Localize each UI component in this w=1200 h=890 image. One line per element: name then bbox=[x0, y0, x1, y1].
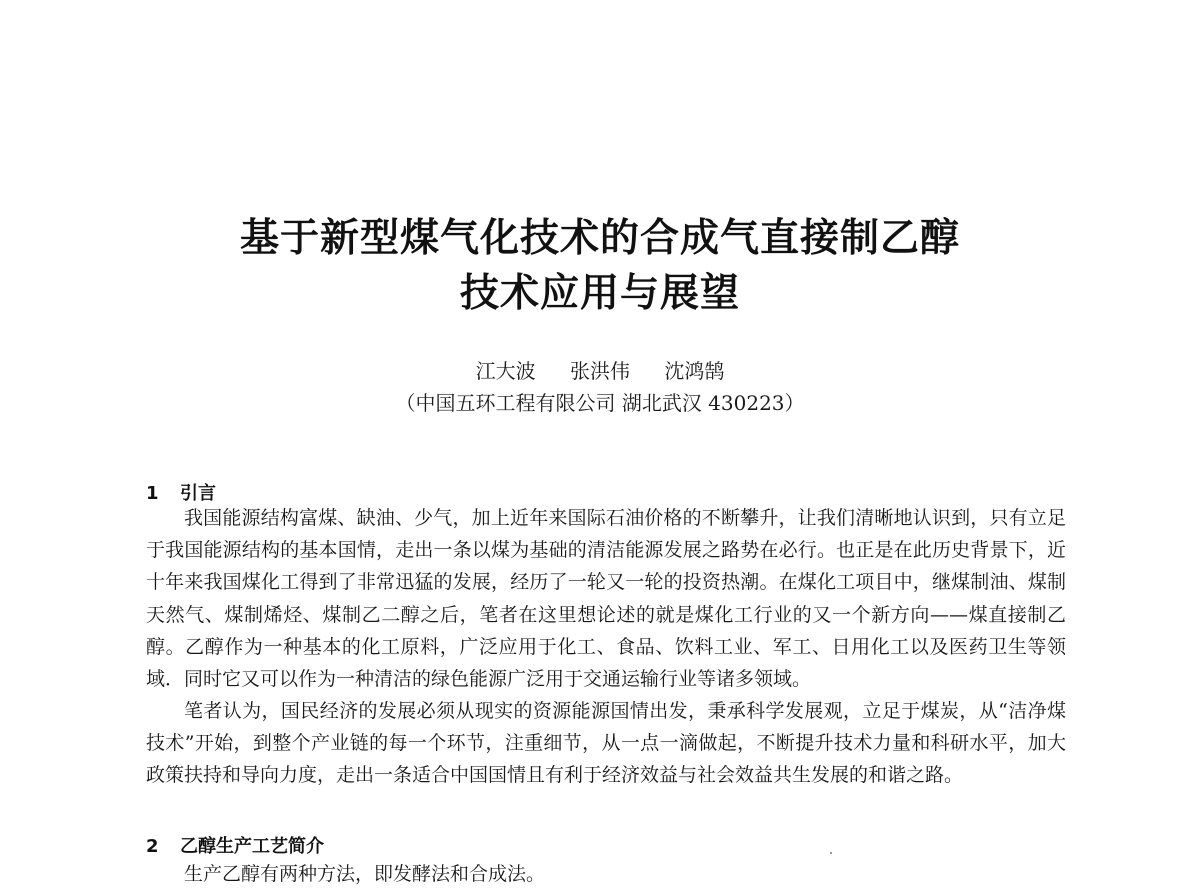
section-title: 乙醇生产工艺简介 bbox=[180, 836, 324, 857]
section-number: 2 bbox=[146, 836, 159, 857]
paper-title-line-2: 技术应用与展望 bbox=[459, 271, 740, 316]
paragraph-text: 我国能源结构富煤、缺油、少气，加上近年来国际石油价格的不断攀升，让我们清晰地认识到，只有立足于我国能源结构的基本国情，走出一条以煤为基础的清洁能源发展之路势在必行。也正是在此历史背景下，近十年来我国煤化工得到了非常迅猛的发展，经历了一轮又一轮的投资热潮。在煤化工项目中，继煤制油、煤制天然气、煤制烯烃、煤制乙二醇之后，笔者在这里想论述的就是煤化工行业的又一个新方向——煤直接制乙醇。乙醇作为一种基本的化工原料，广泛应用于化工、食品、饮料工业、军工、日用化工以及医药卫生等领域．同时它又可以作为一种清洁的绿色能源广泛用于交通运输行业等诸多领域。 bbox=[146, 507, 1066, 691]
body-paragraph bbox=[146, 695, 1066, 792]
paper-title-line-1: 基于新型煤气化技术的合成气直接制乙醇 bbox=[239, 216, 960, 261]
affiliation: （中国五环工程有限公司 湖北武汉 430223） bbox=[395, 391, 805, 415]
author-name: 江大波 bbox=[475, 359, 536, 383]
paragraph-text: 笔者认为，国民经济的发展必须从现实的资源能源国情出发，秉承科学发展观，立足于煤炭，从“洁净煤技术”开始，到整个产业链的每一个环节，注重细节，从一点一滴做起，不断提升技术力量和科研水平，加大政策扶持和导向力度，走出一条适合中国国情且有利于经济效益与社会效益共生发展的和谐之路。 bbox=[146, 700, 1066, 787]
section-heading-process bbox=[146, 832, 324, 858]
body-paragraph bbox=[146, 502, 1066, 695]
author-list bbox=[0, 355, 1200, 384]
section-title: 引言 bbox=[180, 483, 216, 504]
author-name: 沈鸿鹄 bbox=[664, 359, 725, 383]
paragraph-text: 生产乙醇有两种方法，即发酵法和合成法。 bbox=[184, 863, 546, 885]
scan-speck bbox=[830, 852, 832, 854]
body-paragraph bbox=[146, 858, 1066, 890]
section-number: 1 bbox=[146, 483, 159, 504]
author-name: 张洪伟 bbox=[570, 359, 630, 383]
